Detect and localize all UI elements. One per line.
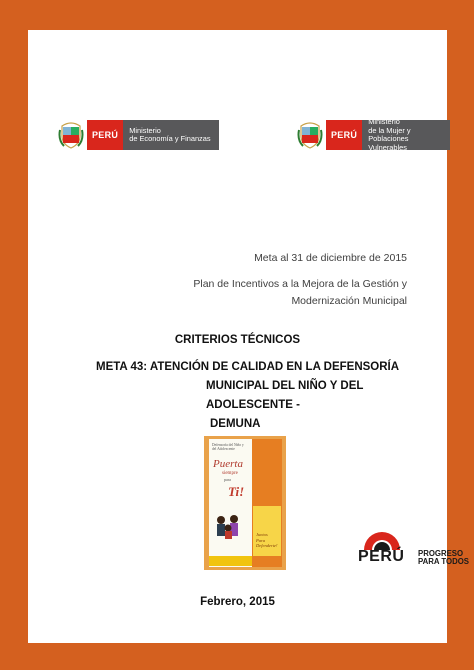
peru-coat-of-arms-icon xyxy=(297,120,323,150)
cover-siempre: siempre xyxy=(222,471,238,476)
mef-logo xyxy=(58,120,219,150)
mimp-logo xyxy=(297,117,450,152)
cover-header-1: Defensoría del Niño y xyxy=(212,443,244,447)
cover-bottom-text xyxy=(256,532,278,549)
ministry-name xyxy=(362,117,450,152)
peru-label: PERÚ xyxy=(87,120,123,150)
progreso-tag-1: PROGRESO xyxy=(418,549,464,558)
plan-line-1: Plan de Incentivos a la Mejora de la Gestión y xyxy=(193,278,407,290)
children-illustration-icon xyxy=(214,514,244,540)
criterios-heading: CRITERIOS TÉCNICOS xyxy=(174,334,301,346)
meta-title-line-2: MUNICIPAL DEL NIÑO Y DEL ADOLESCENTE - xyxy=(206,380,364,411)
meta-title xyxy=(96,358,447,434)
meta-title-line-3: DEMUNA xyxy=(210,418,261,430)
cover-bottom-3: Defenderte! xyxy=(256,543,278,548)
cover-yellow-panel xyxy=(253,506,281,556)
ministry-line-2: de Economía y Finanzas xyxy=(129,134,211,143)
progreso-tagline xyxy=(418,550,469,566)
progreso-peru: PERÚ xyxy=(358,548,405,565)
meta-date: Meta al 31 de diciembre de 2015 xyxy=(254,252,407,264)
peru-progreso-logo xyxy=(354,530,474,570)
cover-bottom-1: Juntos xyxy=(256,532,268,537)
cover-ti: Ti! xyxy=(228,484,245,499)
meta-title-line-1: META 43: ATENCIÓN DE CALIDAD EN LA DEFENSORÍA xyxy=(96,361,400,373)
publication-date: Febrero, 2015 xyxy=(200,596,275,608)
cover-logo-strip xyxy=(209,556,252,566)
cover-header xyxy=(212,443,244,451)
plan-line-2: Modernización Municipal xyxy=(291,295,407,307)
peru-label: PERÚ xyxy=(326,120,362,150)
ministry-name xyxy=(123,120,219,150)
cover-header-2: del Adolescente xyxy=(212,447,235,451)
ministry-line-3: Poblaciones Vulnerables xyxy=(368,134,409,152)
peru-coat-of-arms-icon xyxy=(58,120,84,150)
cover-para: para xyxy=(224,477,231,482)
plan-incentivos xyxy=(167,276,407,310)
ministry-line-2: de la Mujer y xyxy=(368,125,411,135)
cover-bottom-2: Para xyxy=(256,537,265,543)
ministry-line-1: Ministerio xyxy=(368,117,400,126)
document-page xyxy=(28,30,469,643)
peru-arc-icon xyxy=(362,530,402,550)
ministry-line-1: Ministerio xyxy=(129,125,161,135)
cover-puerta: Puerta xyxy=(213,458,243,470)
progreso-tag-2: PARA TODOS xyxy=(418,557,469,566)
demuna-cover-image xyxy=(204,436,286,570)
